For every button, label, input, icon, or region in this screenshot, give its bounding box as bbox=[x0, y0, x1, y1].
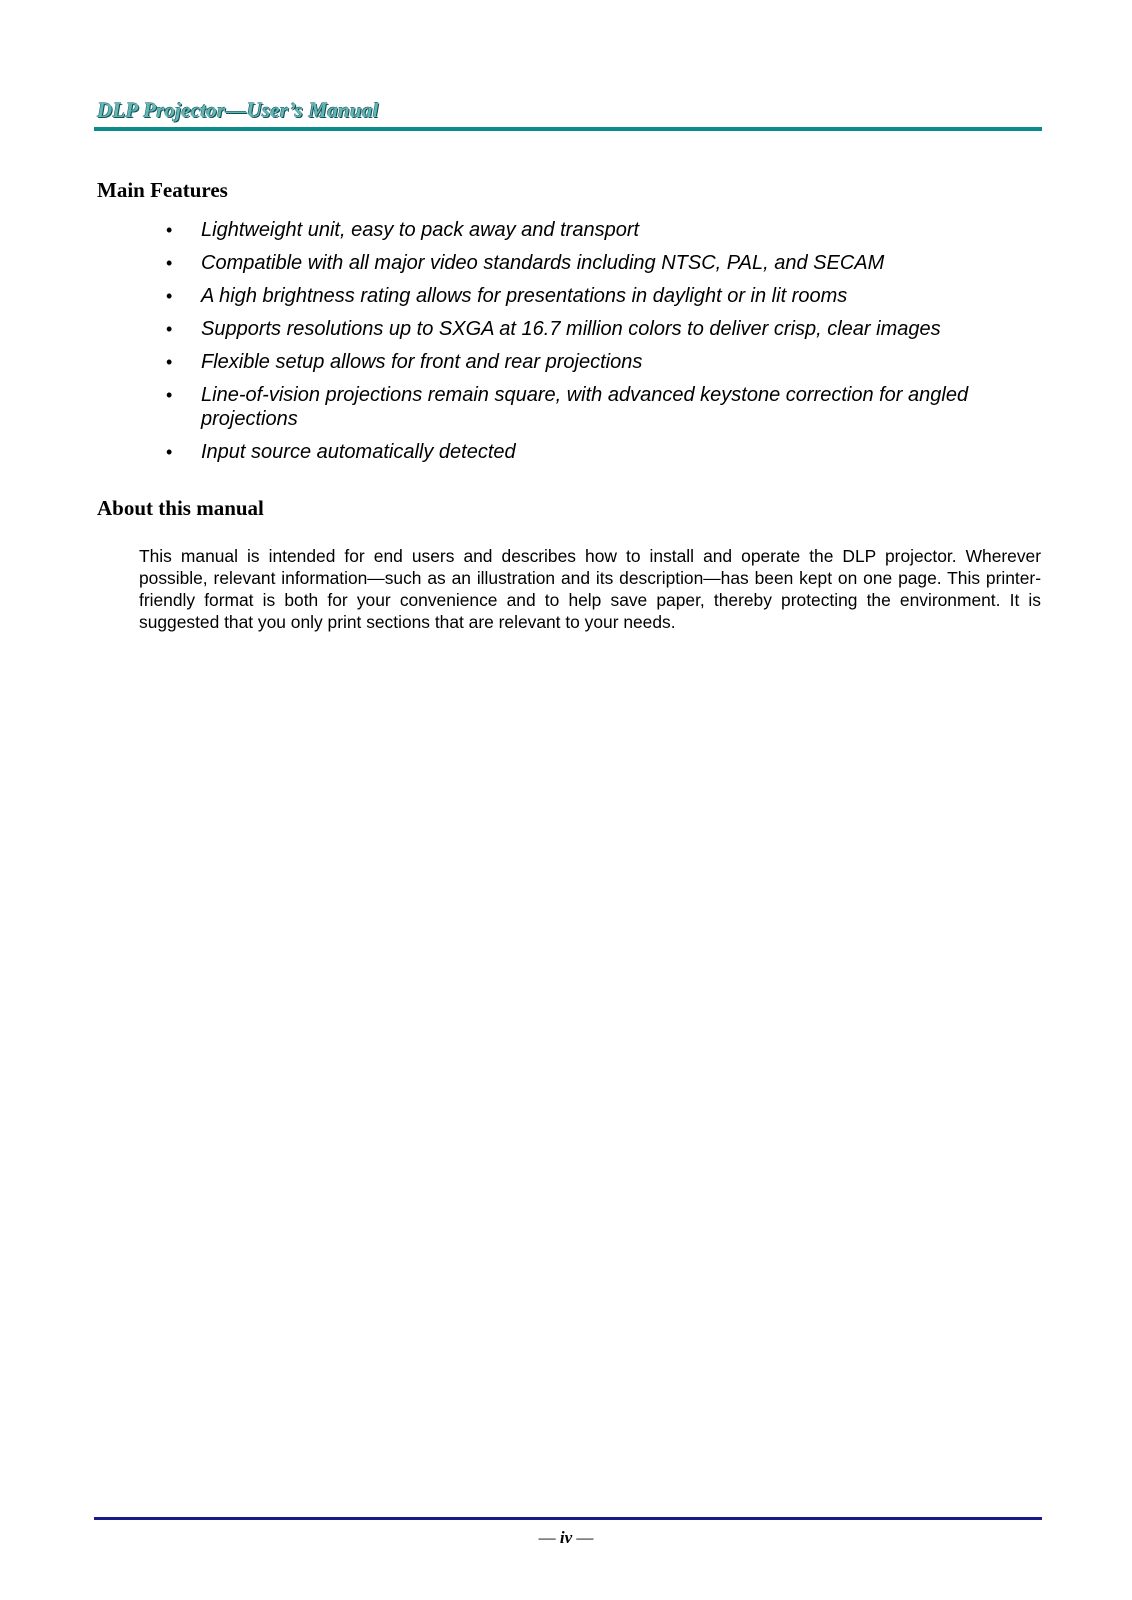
feature-text: Supports resolutions up to SXGA at 16.7 million colors to deliver crisp, clear images bbox=[201, 318, 941, 340]
list-item bbox=[0, 218, 1132, 242]
list-item bbox=[0, 440, 1132, 464]
about-manual-heading: About this manual bbox=[97, 496, 264, 520]
page-dash-left: — bbox=[538, 1528, 556, 1547]
page-dash-right: — bbox=[576, 1528, 594, 1547]
list-item bbox=[0, 350, 1132, 374]
list-item bbox=[0, 284, 1132, 308]
list-item bbox=[0, 251, 1132, 275]
list-item bbox=[0, 383, 1132, 431]
features-list bbox=[0, 218, 1132, 473]
about-paragraph: This manual is intended for end users and describes how to install and operate the DLP projector. Wherever possible, relevant information—such as an illustration and its description—has been kept on one page. This printer-friendly format is both for your convenience and to help save paper, thereby protecting the environment. It is suggested that you only print sections that are relevant to your needs. bbox=[139, 546, 1041, 632]
header-divider bbox=[94, 127, 1042, 131]
manual-title: DLP Projector—User’s Manual bbox=[97, 98, 379, 122]
feature-text: Compatible with all major video standards including NTSC, PAL, and SECAM bbox=[201, 252, 885, 274]
bullet-icon: • bbox=[166, 286, 173, 306]
bullet-icon: • bbox=[166, 385, 173, 405]
page-number-value: iv bbox=[559, 1528, 573, 1547]
feature-text: Flexible setup allows for front and rear projections bbox=[201, 351, 643, 373]
bullet-icon: • bbox=[166, 319, 173, 339]
feature-text: Input source automatically detected bbox=[201, 441, 516, 463]
feature-text: A high brightness rating allows for presentations in daylight or in lit rooms bbox=[201, 285, 848, 307]
page-number bbox=[0, 1528, 1132, 1548]
bullet-icon: • bbox=[166, 442, 173, 462]
list-item bbox=[0, 317, 1132, 341]
bullet-icon: • bbox=[166, 352, 173, 372]
bullet-icon: • bbox=[166, 253, 173, 273]
main-features-heading: Main Features bbox=[97, 178, 228, 202]
feature-text: Line-of-vision projections remain square, with advanced keystone correction for angled projections bbox=[201, 384, 969, 430]
feature-text: Lightweight unit, easy to pack away and transport bbox=[201, 219, 640, 241]
footer-divider bbox=[94, 1517, 1042, 1520]
bullet-icon: • bbox=[166, 220, 173, 240]
